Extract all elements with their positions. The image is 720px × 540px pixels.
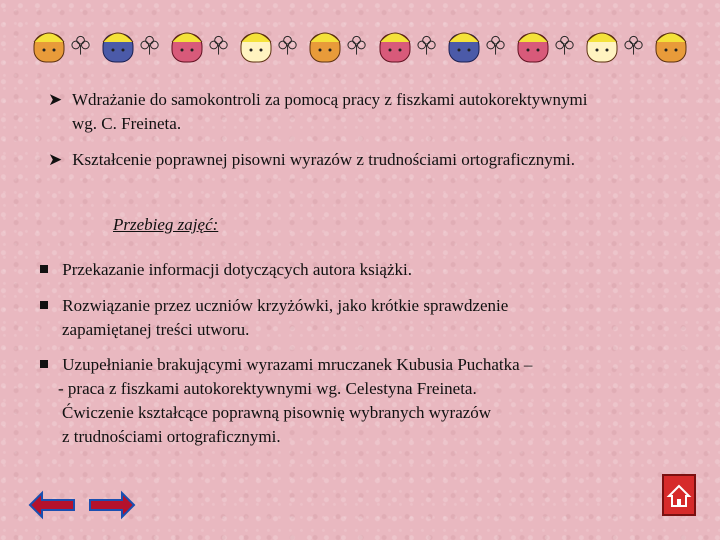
flower-icon xyxy=(416,34,437,56)
step-text-cont: Ćwiczenie kształcące poprawną pisownię wybranych wyrazów xyxy=(62,403,492,422)
square-bullet-icon xyxy=(40,301,48,309)
step-text: Przekazanie informacji dotyczących autora książki. xyxy=(62,260,412,279)
goal-text: Wdrażanie do samokontroli za pomocą pracy z fiszkami autokorektywnymi xyxy=(71,90,588,109)
flower-icon xyxy=(554,34,575,56)
home-button[interactable] xyxy=(662,474,696,516)
flower-icon xyxy=(208,34,229,56)
flower-icon xyxy=(70,34,91,56)
goal-item xyxy=(48,88,587,136)
decorative-border xyxy=(32,28,692,68)
step-text-cont: zapamiętanej treści utworu. xyxy=(62,320,250,339)
back-button[interactable] xyxy=(28,490,76,525)
child-face-icon xyxy=(170,28,204,64)
child-face-icon xyxy=(101,28,135,64)
flower-icon xyxy=(485,34,506,56)
arrow-bullet-icon: ➤ xyxy=(48,90,63,109)
child-face-icon xyxy=(239,28,273,64)
child-face-icon xyxy=(585,28,619,64)
step-text: Rozwiązanie przez uczniów krzyżówki, jako krótkie sprawdzenie xyxy=(62,296,509,315)
step-text: Uzupełnianie brakującymi wyrazami mruczanek Kubusia Puchatka – xyxy=(62,355,533,374)
goal-text-cont: wg. C. Freineta. xyxy=(72,114,182,133)
section-heading: Przebieg zajęć: xyxy=(113,215,219,234)
home-icon xyxy=(664,476,694,514)
flower-icon xyxy=(139,34,160,56)
child-face-icon xyxy=(516,28,550,64)
step-item xyxy=(40,294,508,342)
flower-icon xyxy=(623,34,644,56)
child-face-icon xyxy=(32,28,66,64)
step-item xyxy=(40,353,532,449)
step-text-cont: - praca z fiszkami autokorektywnymi wg. Celestyna Freineta. xyxy=(58,379,477,398)
goal-text: Kształcenie poprawnej pisowni wyrazów z trudnościami ortograficznymi. xyxy=(72,150,576,169)
flower-icon xyxy=(277,34,298,56)
arrow-bullet-icon: ➤ xyxy=(48,150,63,169)
child-face-icon xyxy=(308,28,342,64)
flower-icon xyxy=(346,34,367,56)
child-face-icon xyxy=(654,28,688,64)
square-bullet-icon xyxy=(40,360,48,368)
arrow-left-icon xyxy=(28,490,76,520)
step-text-cont: z trudnościami ortograficznymi. xyxy=(62,427,281,446)
child-face-icon xyxy=(447,28,481,64)
forward-button[interactable] xyxy=(88,490,136,525)
square-bullet-icon xyxy=(40,265,48,273)
goal-item xyxy=(48,148,575,172)
arrow-right-icon xyxy=(88,490,136,520)
step-item xyxy=(40,258,412,282)
child-face-icon xyxy=(378,28,412,64)
